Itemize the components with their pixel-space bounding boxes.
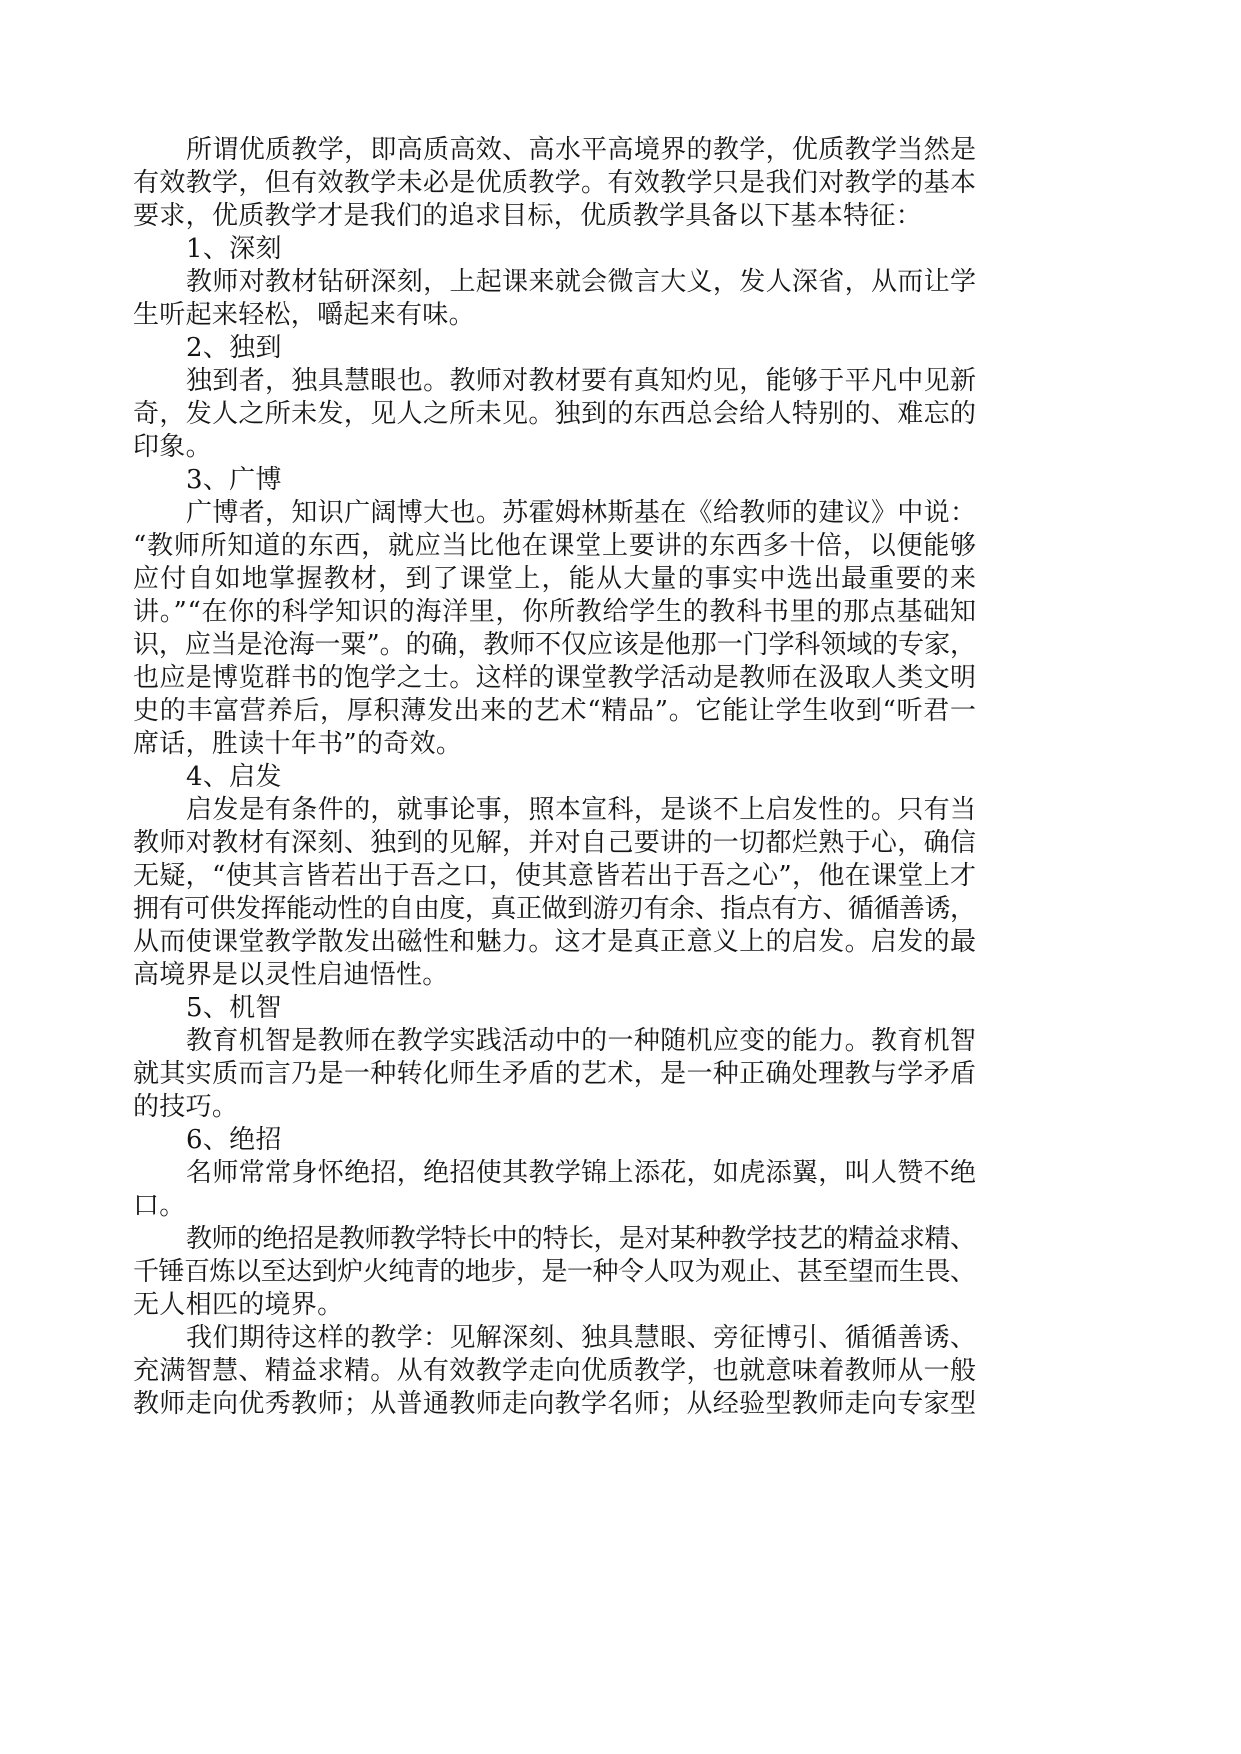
section (133, 233, 976, 332)
text-line: 史的丰富营养后，厚积薄发出来的艺术“精品”。它能让学生收到“听君一 (133, 696, 977, 726)
section-heading: 5、机智 (186, 993, 282, 1023)
text-line: 我们期待这样的教学：见解深刻、独具慧眼、旁征博引、循循善诱、 (186, 1323, 977, 1353)
text-line: 有效教学，但有效教学未必是优质教学。有效教学只是我们对教学的基本 (133, 168, 977, 198)
section (133, 1124, 976, 1322)
text-line: “教师所知道的东西，就应当比他在课堂上要讲的东西多十倍，以便能够 (133, 531, 977, 561)
paragraph (133, 497, 976, 761)
section-heading: 3、广博 (186, 465, 282, 495)
text-line: 充满智慧、精益求精。从有效教学走向优质教学，也就意味着教师从一般 (133, 1356, 977, 1386)
text-line: 拥有可供发挥能动性的自由度，真正做到游刃有余、指点有方、循循善诱， (133, 894, 976, 924)
paragraph (133, 1223, 976, 1322)
closing-paragraph (133, 1322, 976, 1421)
paragraph (133, 266, 976, 332)
text-line: 高境界是以灵性启迪悟性。 (133, 960, 449, 990)
text-line: 教师对教材钻研深刻，上起课来就会微言大义，发人深省，从而让学 (186, 267, 977, 297)
text-line: 无人相匹的境界。 (133, 1290, 344, 1320)
text-line: 也应是博览群书的饱学之士。这样的课堂教学活动是教师在汲取人类文明 (133, 663, 977, 693)
text-line: 应付自如地掌握教材，到了课堂上，能从大量的事实中选出最重要的来 (133, 564, 978, 594)
text-line: 教师走向优秀教师；从普通教师走向教学名师；从经验型教师走向专家型 (133, 1389, 977, 1419)
text-line: 教师的绝招是教师教学特长中的特长，是对某种教学技艺的精益求精、 (186, 1224, 976, 1254)
text-line: 千锤百炼以至达到炉火纯青的地步，是一种令人叹为观止、甚至望而生畏、 (133, 1257, 976, 1287)
text-line: 的技巧。 (133, 1092, 239, 1122)
section (133, 761, 976, 992)
paragraph (133, 1025, 976, 1124)
text-line: 就其实质而言乃是一种转化师生矛盾的艺术，是一种正确处理教与学矛盾 (133, 1059, 977, 1089)
section-heading: 1、深刻 (186, 234, 282, 264)
text-line: 奇，发人之所未发，见人之所未见。独到的东西总会给人特别的、难忘的 (133, 399, 977, 429)
text-line: 教师对教材有深刻、独到的见解，并对自己要讲的一切都烂熟于心，确信 (133, 828, 977, 858)
section (133, 464, 976, 761)
text-line: 教育机智是教师在教学实践活动中的一种随机应变的能力。教育机智 (186, 1026, 977, 1056)
text-line: 从而使课堂教学散发出磁性和魅力。这才是真正意义上的启发。启发的最 (133, 927, 977, 957)
text-line: 名师常常身怀绝招，绝招使其教学锦上添花，如虎添翼，叫人赞不绝 (186, 1158, 977, 1188)
document-body (133, 134, 976, 1421)
text-line: 无疑，“使其言皆若出于吾之口，使其意皆若出于吾之心”，他在课堂上才 (133, 861, 977, 891)
section-heading: 4、启发 (186, 762, 282, 792)
text-line: 口。 (133, 1191, 186, 1221)
text-line: 要求，优质教学才是我们的追求目标，优质教学具备以下基本特征： (133, 201, 923, 231)
text-line: 独到者，独具慧眼也。教师对教材要有真知灼见，能够于平凡中见新 (186, 366, 977, 396)
section (133, 332, 976, 464)
section-heading: 6、绝招 (186, 1125, 282, 1155)
paragraph (133, 1157, 976, 1223)
intro-paragraph (133, 134, 976, 233)
text-line: 识，应当是沧海一粟”。的确，教师不仅应该是他那一门学科领域的专家， (133, 630, 976, 660)
text-line: 启发是有条件的，就事论事，照本宣科，是谈不上启发性的。只有当 (186, 795, 977, 825)
paragraph (133, 794, 976, 992)
text-line: 讲。”“在你的科学知识的海洋里，你所教给学生的教科书里的那点基础知 (133, 597, 977, 627)
text-line: 广博者，知识广阔博大也。苏霍姆林斯基在《给教师的建议》中说： (186, 498, 977, 528)
section (133, 992, 976, 1124)
text-line: 印象。 (133, 432, 212, 462)
paragraph (133, 365, 976, 464)
text-line: 席话，胜读十年书”的奇效。 (133, 729, 463, 759)
text-line: 所谓优质教学，即高质高效、高水平高境界的教学，优质教学当然是 (186, 135, 977, 165)
section-heading: 2、独到 (186, 333, 282, 363)
text-line: 生听起来轻松，嚼起来有味。 (133, 300, 475, 330)
